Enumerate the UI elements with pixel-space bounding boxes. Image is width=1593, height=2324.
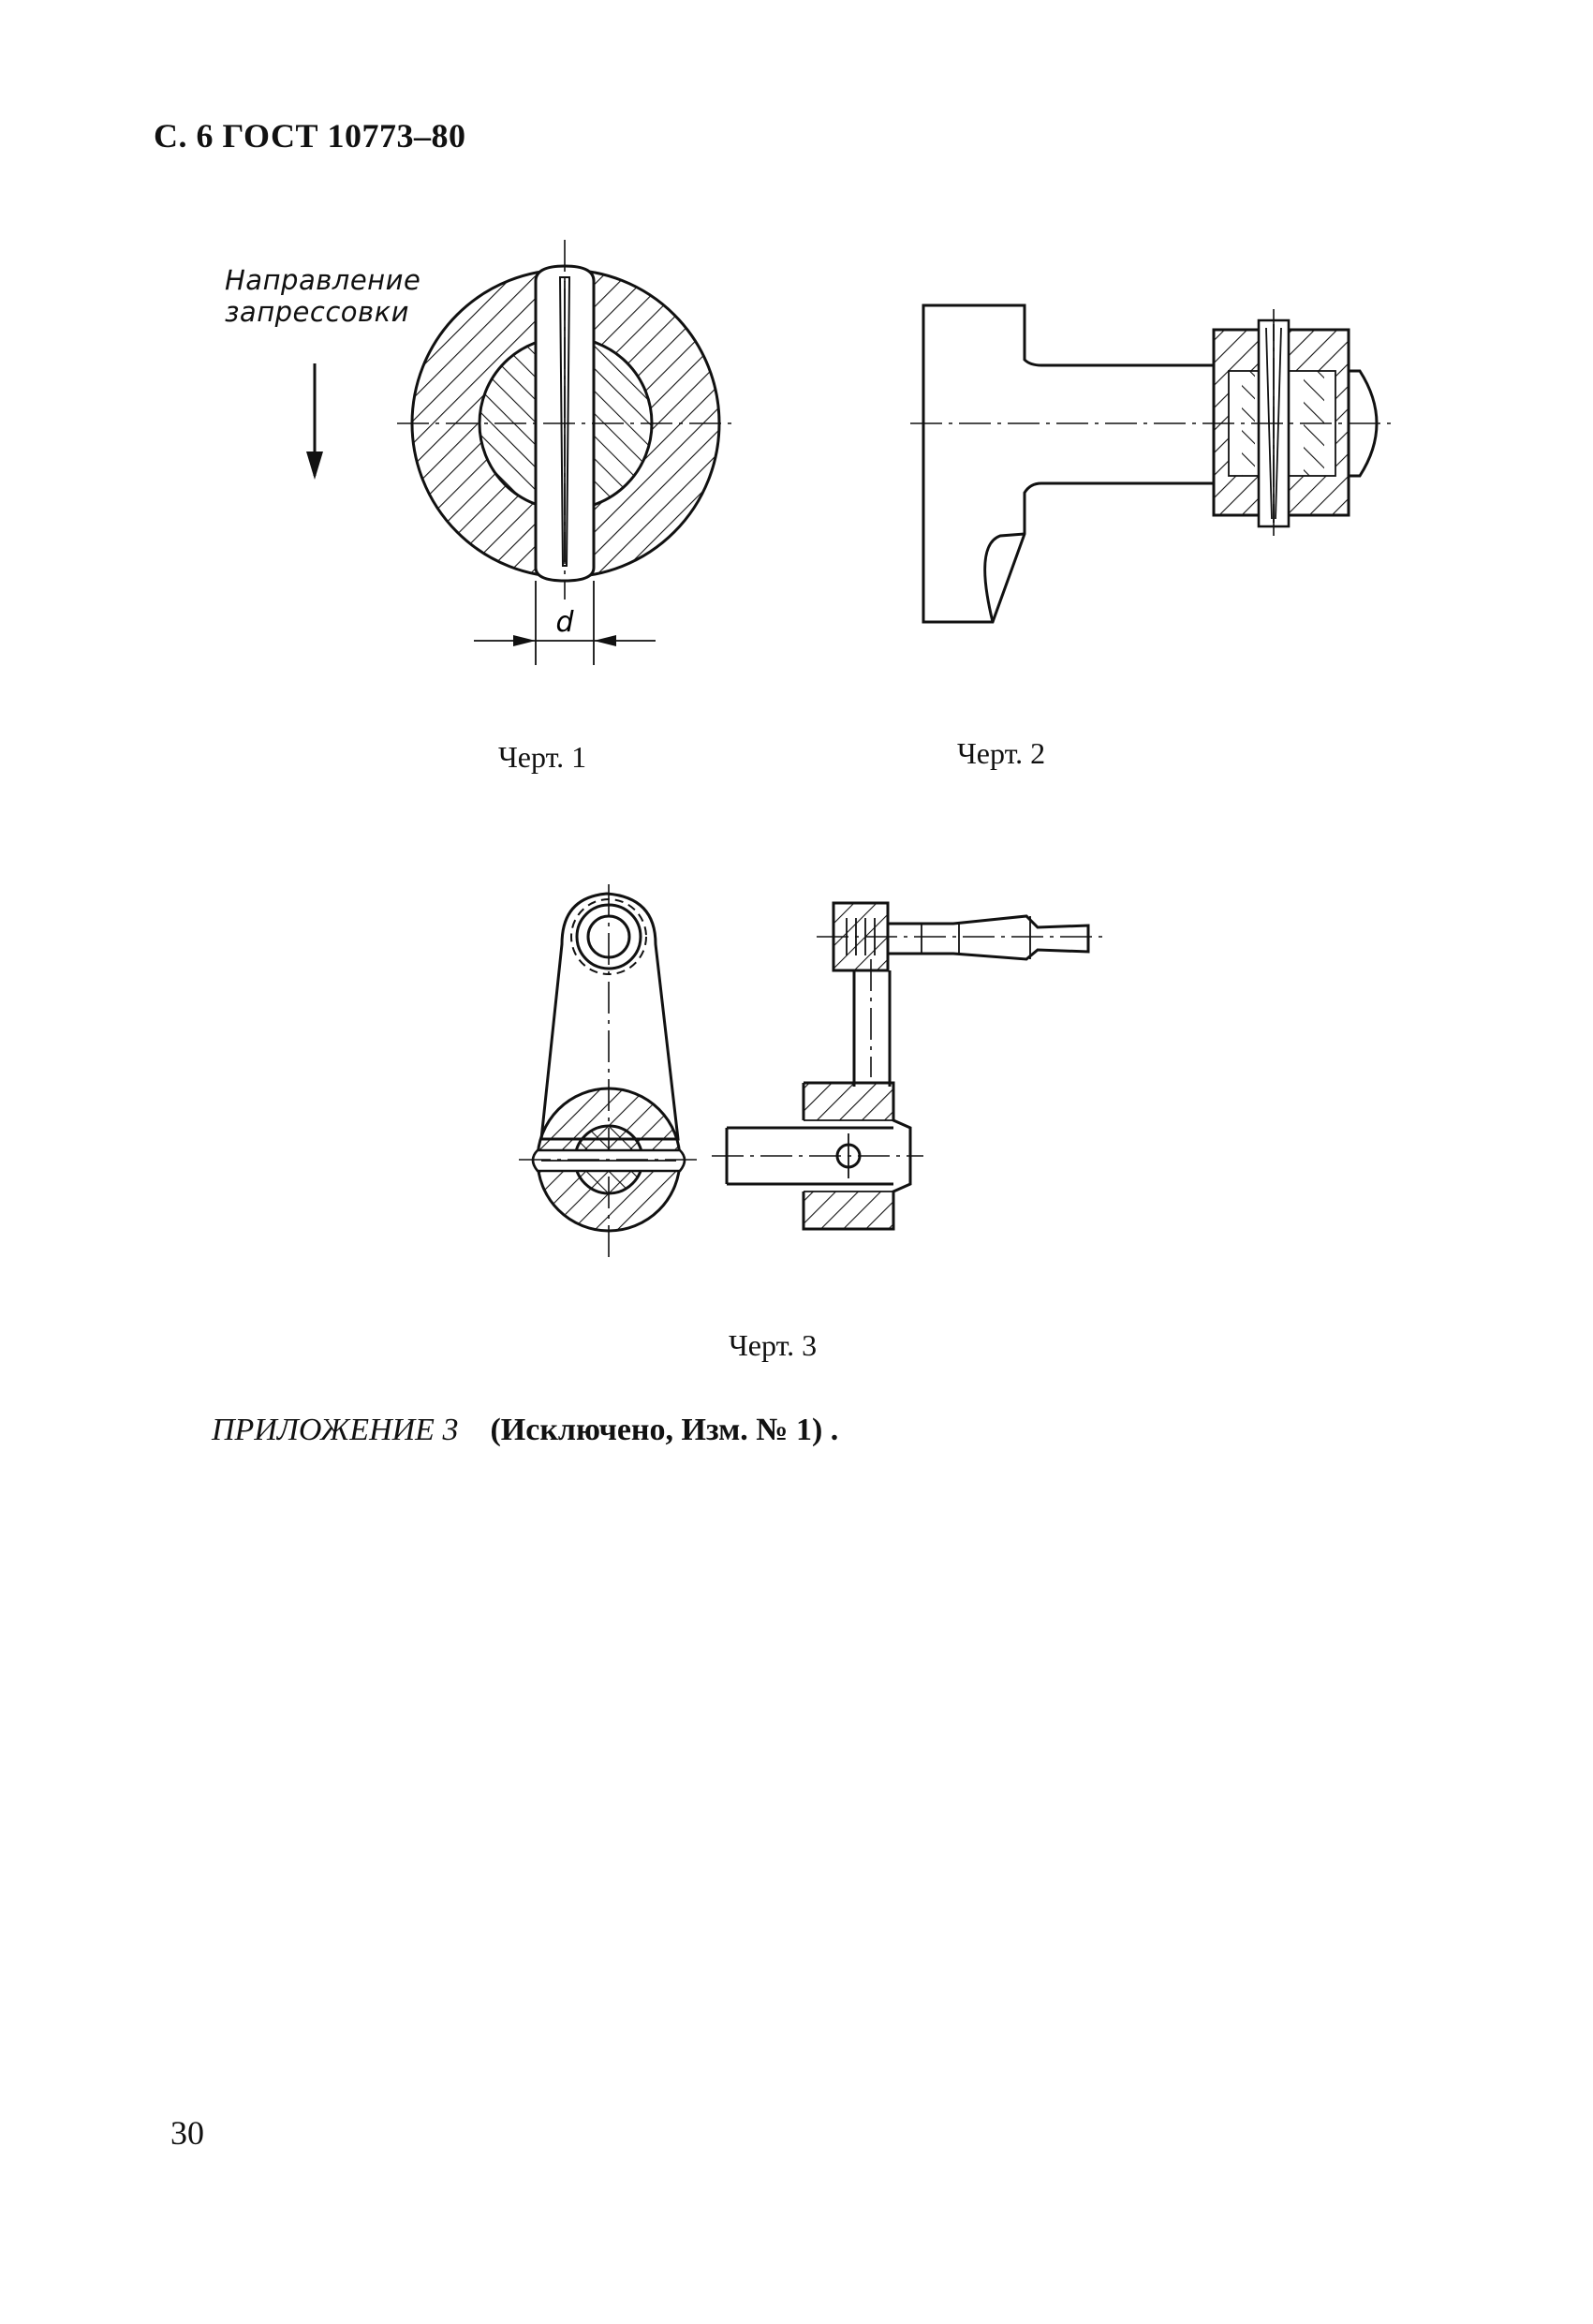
- appendix-line: [212, 1413, 838, 1448]
- direction-label-line1: Направление: [225, 264, 421, 296]
- figure1-drawing: [306, 240, 734, 665]
- appendix-note: (Исключено, Изм. № 1): [490, 1413, 823, 1447]
- direction-label-line2: запрессовки: [225, 296, 409, 328]
- direction-arrow-icon: [306, 363, 323, 480]
- appendix-end: .: [830, 1413, 839, 1447]
- figure3-caption: Черт. 3: [729, 1328, 818, 1362]
- figure2-caption: Черт. 2: [957, 736, 1046, 770]
- figure3-left-drawing: [519, 884, 697, 1263]
- dimension-label: d: [555, 606, 574, 639]
- figure3-right-drawing: [712, 903, 1107, 1229]
- page-header: С. 6 ГОСТ 10773–80: [154, 117, 466, 155]
- appendix-title: ПРИЛОЖЕНИЕ 3: [212, 1413, 459, 1447]
- figure2-drawing: [910, 305, 1392, 622]
- figure1-caption: Черт. 1: [498, 740, 587, 774]
- page-number: 30: [170, 2114, 204, 2152]
